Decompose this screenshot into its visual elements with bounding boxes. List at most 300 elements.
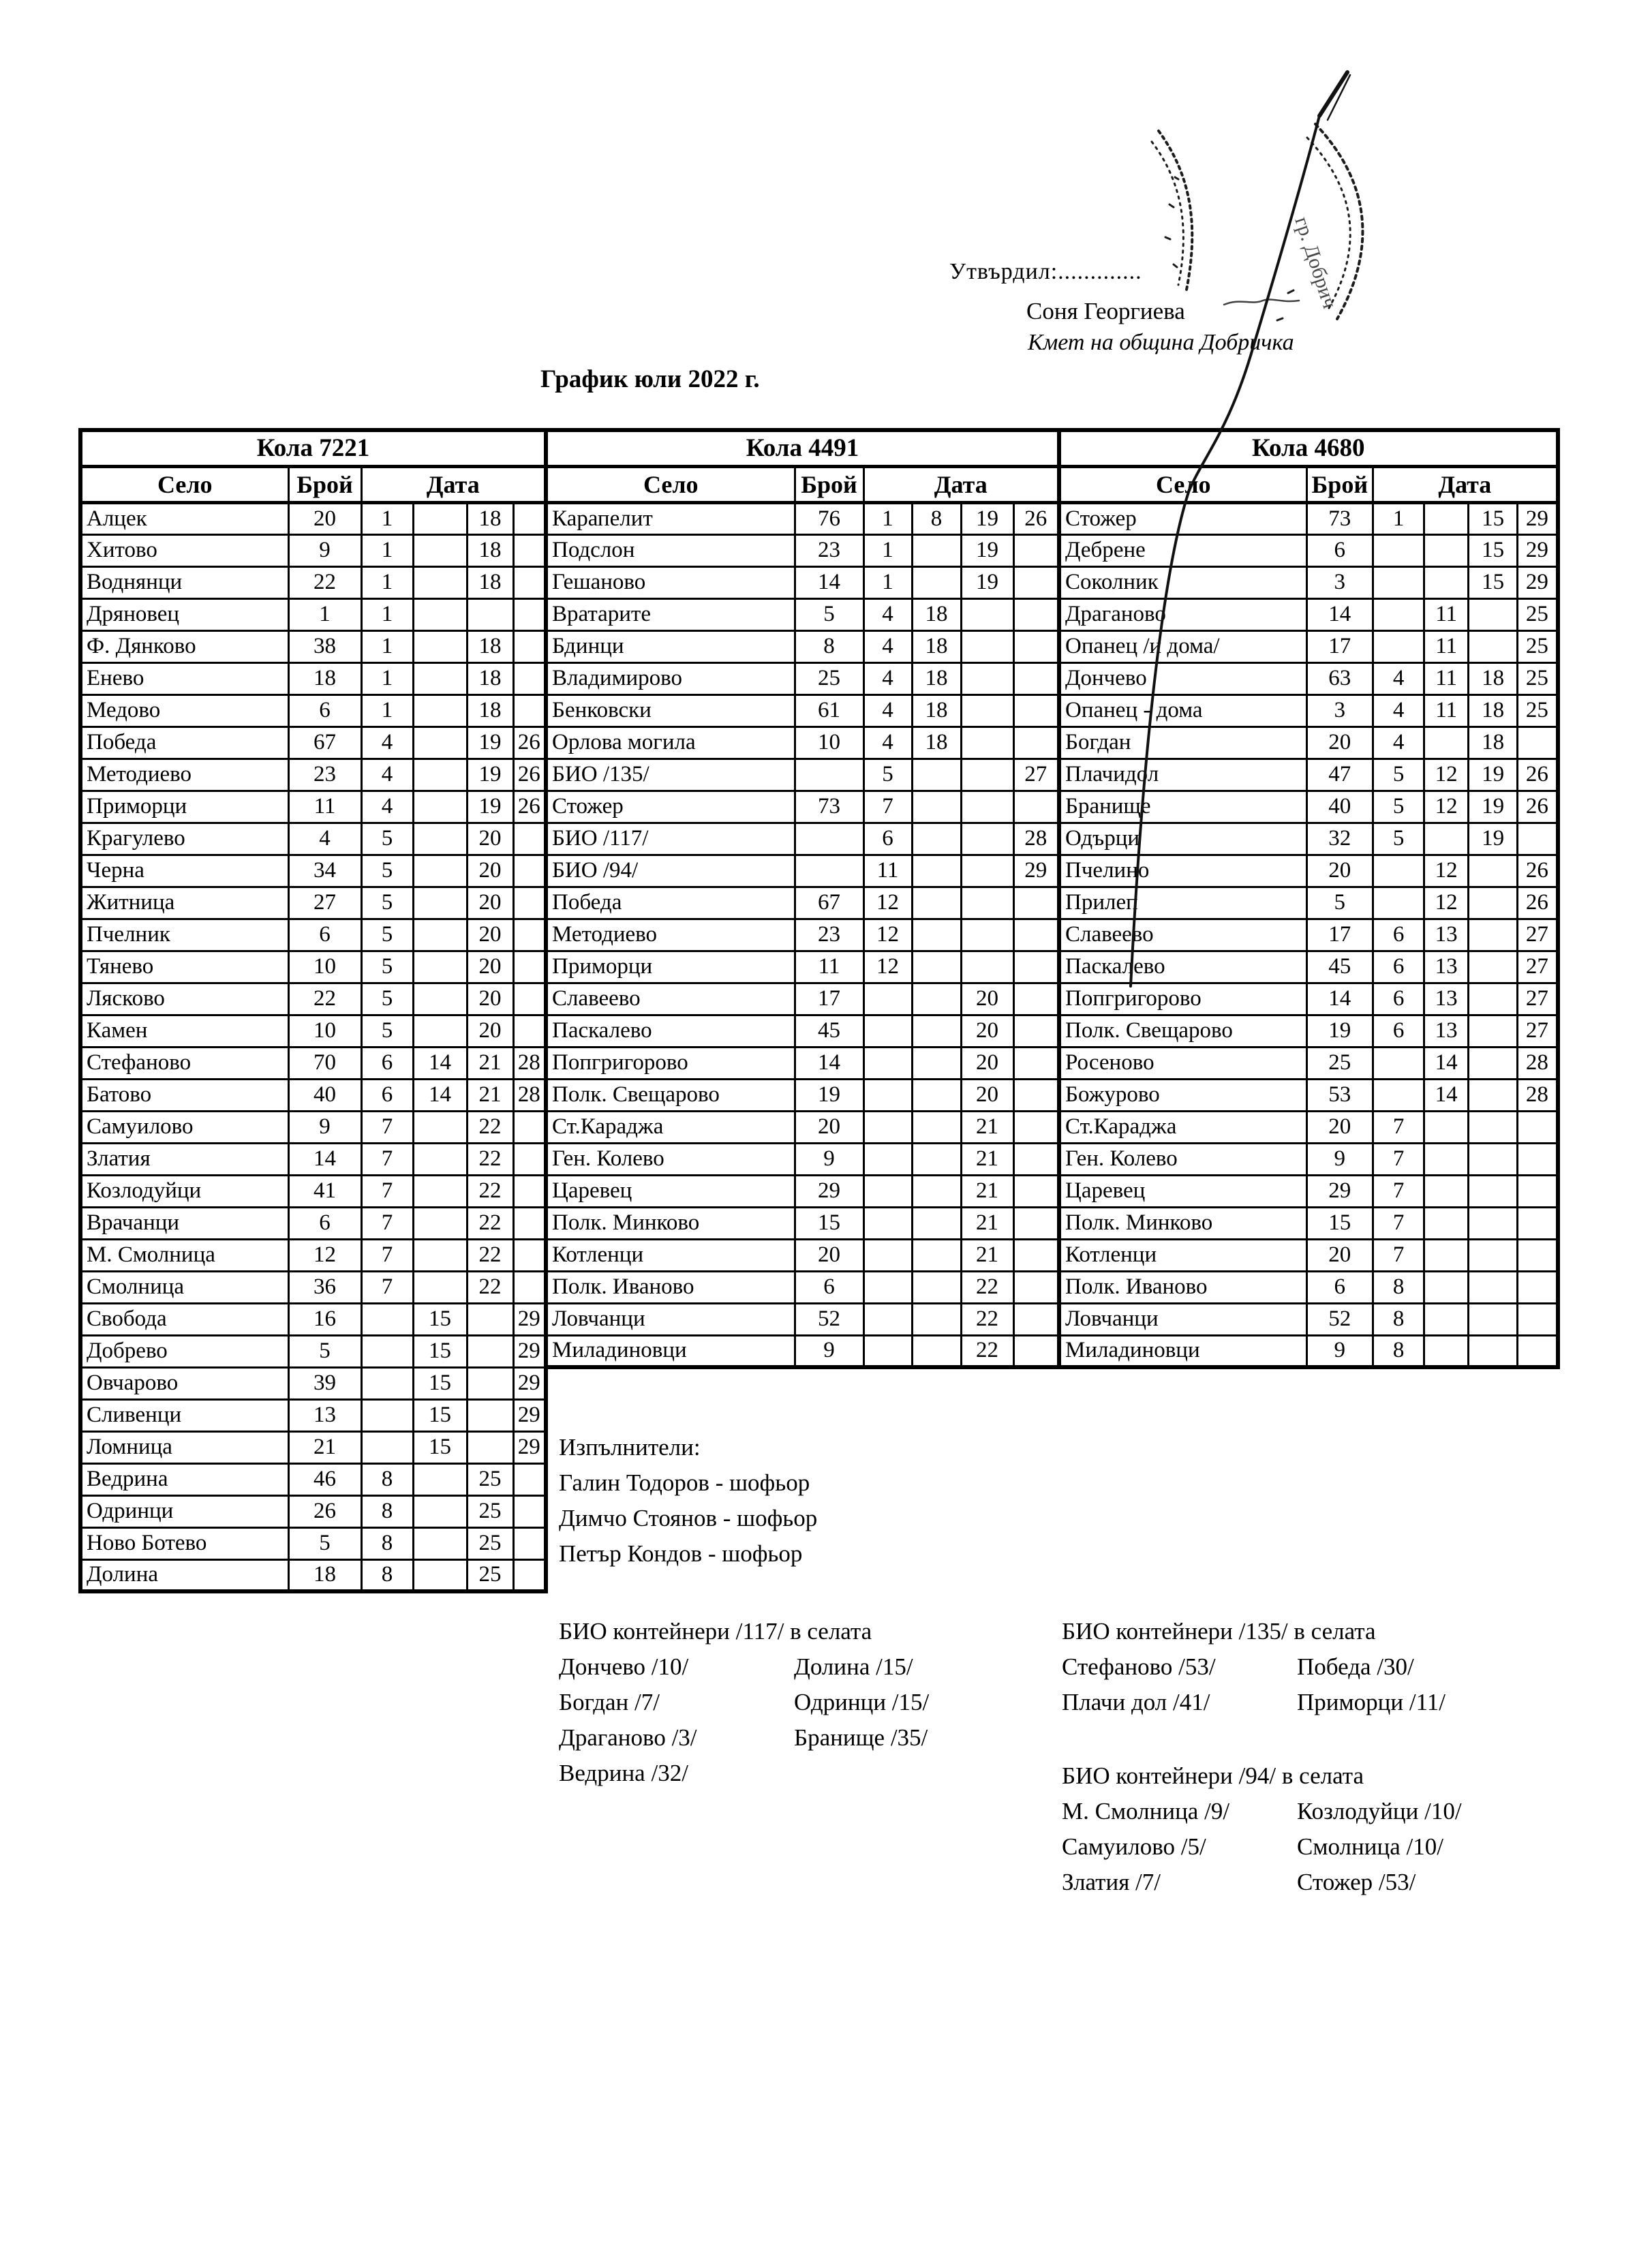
date-cell (513, 694, 546, 727)
date-cell: 7 (361, 1111, 413, 1143)
date-cell: 25 (467, 1495, 513, 1527)
date-cell: 27 (1518, 1015, 1558, 1047)
count-cell: 67 (795, 887, 863, 919)
date-cell (1469, 598, 1518, 630)
date-cell: 12 (863, 951, 912, 983)
table-row (80, 823, 546, 855)
count-cell (795, 823, 863, 855)
date-cell: 7 (361, 1207, 413, 1239)
table-row (80, 1239, 546, 1271)
count-cell: 47 (1306, 759, 1373, 791)
date-cell (1373, 566, 1424, 598)
date-cell (1013, 630, 1059, 662)
stamp-text: гр. Добрич (1290, 213, 1341, 311)
date-cell: 26 (1518, 887, 1558, 919)
date-cell: 8 (361, 1495, 413, 1527)
column-header-village: Село (80, 466, 288, 502)
table-row (546, 951, 1059, 983)
table-row (80, 1495, 546, 1527)
date-cell (513, 1143, 546, 1175)
count-cell: 17 (795, 983, 863, 1015)
village-cell: Дебрене (1059, 534, 1306, 566)
village-cell: Котленци (1059, 1239, 1306, 1271)
date-cell: 29 (513, 1367, 546, 1399)
date-cell (413, 887, 467, 919)
date-cell (413, 598, 467, 630)
date-cell: 18 (467, 534, 513, 566)
date-cell: 19 (1469, 759, 1518, 791)
date-cell: 20 (961, 983, 1013, 1015)
date-cell: 15 (413, 1367, 467, 1399)
count-cell: 9 (1306, 1335, 1373, 1367)
village-cell: Полк. Минково (1059, 1207, 1306, 1239)
count-cell: 40 (288, 1079, 361, 1111)
count-cell: 20 (795, 1239, 863, 1271)
date-cell (961, 951, 1013, 983)
date-cell: 12 (1424, 855, 1469, 887)
date-cell (912, 566, 961, 598)
bio-section-94 (1062, 1758, 1462, 1900)
date-cell: 27 (1518, 919, 1558, 951)
date-cell: 8 (361, 1463, 413, 1495)
date-cell (413, 1527, 467, 1559)
count-cell: 1 (288, 598, 361, 630)
village-cell: М. Смолница (80, 1239, 288, 1271)
date-cell: 8 (1373, 1271, 1424, 1303)
table-row (546, 534, 1059, 566)
date-cell (361, 1399, 413, 1431)
date-cell (912, 887, 961, 919)
bio-section-title: БИО контейнери /94/ в селата (1062, 1762, 1364, 1789)
table-row (546, 983, 1059, 1015)
date-cell: 19 (467, 759, 513, 791)
count-cell: 10 (795, 727, 863, 759)
date-cell: 19 (467, 791, 513, 823)
date-cell: 1 (863, 502, 912, 534)
village-cell: Бранище (1059, 791, 1306, 823)
table-row (80, 1399, 546, 1431)
table-row (80, 919, 546, 951)
table-row (546, 823, 1059, 855)
table-row (1059, 855, 1558, 887)
date-cell (413, 1495, 467, 1527)
date-cell (513, 598, 546, 630)
count-cell: 70 (288, 1047, 361, 1079)
table-row (80, 1463, 546, 1495)
bio-item: Смолница /10/ (1297, 1833, 1443, 1860)
table-row (546, 694, 1059, 727)
date-cell (961, 598, 1013, 630)
date-cell (513, 1111, 546, 1143)
bio-section-117 (559, 1614, 929, 1791)
date-cell (413, 919, 467, 951)
table-row (546, 662, 1059, 694)
date-cell (513, 823, 546, 855)
date-cell: 20 (961, 1015, 1013, 1047)
date-cell: 20 (467, 983, 513, 1015)
count-cell: 38 (288, 630, 361, 662)
date-cell: 18 (912, 694, 961, 727)
bio-section-title: БИО контейнери /117/ в селата (559, 1618, 872, 1645)
table-row (546, 502, 1059, 534)
date-cell: 26 (1013, 502, 1059, 534)
executors-label: Изпълнители: (559, 1434, 701, 1461)
date-cell: 20 (467, 919, 513, 951)
date-cell (467, 1431, 513, 1463)
count-cell: 11 (795, 951, 863, 983)
date-cell: 7 (1373, 1175, 1424, 1207)
date-cell (361, 1335, 413, 1367)
date-cell: 29 (1013, 855, 1059, 887)
date-cell (513, 983, 546, 1015)
date-cell (1424, 1303, 1469, 1335)
date-cell: 20 (467, 855, 513, 887)
date-cell: 8 (1373, 1335, 1424, 1367)
table-row (80, 1143, 546, 1175)
column-header-count: Брой (288, 466, 361, 502)
date-cell: 22 (467, 1271, 513, 1303)
date-cell: 7 (361, 1143, 413, 1175)
date-cell (1424, 1207, 1469, 1239)
date-cell: 29 (513, 1431, 546, 1463)
date-cell: 7 (1373, 1111, 1424, 1143)
date-cell: 6 (1373, 951, 1424, 983)
date-cell (467, 1335, 513, 1367)
count-cell: 39 (288, 1367, 361, 1399)
date-cell: 29 (1518, 502, 1558, 534)
date-cell (413, 1015, 467, 1047)
table-row (80, 1367, 546, 1399)
date-cell: 13 (1424, 1015, 1469, 1047)
column-header-date: Дата (361, 466, 546, 502)
date-cell: 4 (863, 598, 912, 630)
table-row (546, 630, 1059, 662)
date-cell (513, 534, 546, 566)
date-cell: 18 (467, 694, 513, 727)
approver-title: Кмет на община Добричка (1028, 330, 1294, 355)
date-cell: 1 (361, 694, 413, 727)
date-cell (1469, 983, 1518, 1015)
date-cell: 4 (1373, 727, 1424, 759)
table-row (1059, 534, 1558, 566)
date-cell (513, 1207, 546, 1239)
date-cell (1469, 1047, 1518, 1079)
village-cell: Ф. Дянково (80, 630, 288, 662)
bio-section-rows (1062, 1794, 1462, 1900)
table-row (1059, 823, 1558, 855)
village-cell: Тянево (80, 951, 288, 983)
village-cell: БИО /135/ (546, 759, 795, 791)
table-row (1059, 1239, 1558, 1271)
count-cell: 18 (288, 1559, 361, 1591)
table-row (1059, 951, 1558, 983)
village-cell: Котленци (546, 1239, 795, 1271)
date-cell (513, 630, 546, 662)
date-cell (961, 759, 1013, 791)
village-cell: Божурово (1059, 1079, 1306, 1111)
date-cell (513, 1463, 546, 1495)
date-cell: 27 (1518, 951, 1558, 983)
date-cell: 5 (361, 919, 413, 951)
date-cell: 19 (467, 727, 513, 759)
date-cell (1424, 1271, 1469, 1303)
bio-item: Бранище /35/ (794, 1724, 928, 1751)
date-cell (1424, 727, 1469, 759)
date-cell: 18 (912, 630, 961, 662)
count-cell: 52 (795, 1303, 863, 1335)
date-cell (863, 1175, 912, 1207)
date-cell: 28 (1518, 1047, 1558, 1079)
table-row (546, 1239, 1059, 1271)
table-row (546, 566, 1059, 598)
count-cell: 27 (288, 887, 361, 919)
date-cell (1518, 1271, 1558, 1303)
date-cell (961, 823, 1013, 855)
table-row (546, 1303, 1059, 1335)
table-row (80, 662, 546, 694)
village-cell: Стожер (546, 791, 795, 823)
date-cell (1518, 1143, 1558, 1175)
count-cell: 12 (288, 1239, 361, 1271)
date-cell: 18 (1469, 727, 1518, 759)
date-cell: 4 (361, 727, 413, 759)
date-cell: 19 (961, 534, 1013, 566)
date-cell: 22 (467, 1207, 513, 1239)
date-cell (1469, 887, 1518, 919)
date-cell: 20 (467, 887, 513, 919)
bio-row (1062, 1865, 1462, 1900)
date-cell: 8 (361, 1559, 413, 1591)
date-cell: 11 (1424, 662, 1469, 694)
count-cell: 5 (288, 1335, 361, 1367)
date-cell (467, 598, 513, 630)
column-header-village: Село (546, 466, 795, 502)
executors-block (559, 1430, 817, 1572)
date-cell (1518, 1239, 1558, 1271)
table-row (1059, 887, 1558, 919)
date-cell (1518, 1207, 1558, 1239)
count-cell: 26 (288, 1495, 361, 1527)
date-cell (413, 983, 467, 1015)
date-cell: 13 (1424, 919, 1469, 951)
village-cell: Подслон (546, 534, 795, 566)
date-cell: 15 (413, 1399, 467, 1431)
date-cell (1469, 1015, 1518, 1047)
bio-item: М. Смолница /9/ (1062, 1798, 1230, 1824)
count-cell: 13 (288, 1399, 361, 1431)
count-cell: 73 (1306, 502, 1373, 534)
date-cell (1013, 1207, 1059, 1239)
date-cell (467, 1399, 513, 1431)
date-cell (912, 1143, 961, 1175)
table-row (1059, 919, 1558, 951)
table-row (80, 1079, 546, 1111)
date-cell (863, 1079, 912, 1111)
date-cell: 15 (413, 1303, 467, 1335)
count-cell: 20 (1306, 855, 1373, 887)
date-cell: 18 (467, 630, 513, 662)
date-cell: 26 (513, 759, 546, 791)
bio-item: Стефаново /53/ (1062, 1653, 1216, 1680)
count-cell: 9 (288, 534, 361, 566)
date-cell: 4 (863, 662, 912, 694)
table-row (80, 1111, 546, 1143)
date-cell: 26 (1518, 759, 1558, 791)
table-row (80, 1431, 546, 1463)
date-cell (467, 1303, 513, 1335)
date-cell (1469, 1079, 1518, 1111)
date-cell: 21 (467, 1079, 513, 1111)
date-cell: 7 (1373, 1207, 1424, 1239)
village-cell: Ген. Колево (546, 1143, 795, 1175)
date-cell (961, 630, 1013, 662)
date-cell: 28 (513, 1047, 546, 1079)
date-cell: 18 (912, 598, 961, 630)
table-row (80, 1047, 546, 1079)
date-cell: 21 (961, 1175, 1013, 1207)
village-cell: Долина (80, 1559, 288, 1591)
date-cell: 6 (1373, 1015, 1424, 1047)
table-row (1059, 662, 1558, 694)
count-cell: 45 (1306, 951, 1373, 983)
bio-item: Долина /15/ (794, 1653, 913, 1680)
date-cell (961, 887, 1013, 919)
date-cell (1013, 662, 1059, 694)
count-cell: 6 (288, 694, 361, 727)
count-cell: 29 (1306, 1175, 1373, 1207)
date-cell (1518, 1111, 1558, 1143)
village-cell: Полк. Свещарово (546, 1079, 795, 1111)
date-cell: 25 (467, 1559, 513, 1591)
table-row (80, 791, 546, 823)
table-row (1059, 759, 1558, 791)
date-cell (1013, 1303, 1059, 1335)
village-cell: Одринци (80, 1495, 288, 1527)
count-cell: 53 (1306, 1079, 1373, 1111)
count-cell: 3 (1306, 694, 1373, 727)
date-cell: 28 (513, 1079, 546, 1111)
table-row (1059, 1079, 1558, 1111)
count-cell: 15 (1306, 1207, 1373, 1239)
village-cell: Гешаново (546, 566, 795, 598)
table-row (80, 630, 546, 662)
table-row (546, 727, 1059, 759)
bio-item: Дончево /10/ (559, 1653, 689, 1680)
count-cell: 20 (288, 502, 361, 534)
date-cell (912, 983, 961, 1015)
table-row (1059, 502, 1558, 534)
village-cell: Драганово (1059, 598, 1306, 630)
date-cell (1469, 1175, 1518, 1207)
village-cell: Стожер (1059, 502, 1306, 534)
village-cell: Дончево (1059, 662, 1306, 694)
table-row (1059, 1015, 1558, 1047)
table-row (546, 1207, 1059, 1239)
count-cell: 11 (288, 791, 361, 823)
count-cell: 14 (288, 1143, 361, 1175)
table-row (80, 1335, 546, 1367)
bio-item: Стожер /53/ (1297, 1869, 1416, 1895)
date-cell (413, 534, 467, 566)
village-cell: Паскалево (1059, 951, 1306, 983)
table-row (80, 951, 546, 983)
bio-section-rows (1062, 1649, 1446, 1720)
village-cell: Житница (80, 887, 288, 919)
date-cell (1373, 630, 1424, 662)
table-row (80, 1303, 546, 1335)
date-cell: 22 (467, 1175, 513, 1207)
count-cell: 14 (1306, 983, 1373, 1015)
village-cell: Бдинци (546, 630, 795, 662)
date-cell (1013, 1143, 1059, 1175)
village-cell: Полк. Иваново (1059, 1271, 1306, 1303)
village-cell: Царевец (546, 1175, 795, 1207)
village-cell: Ст.Караджа (1059, 1111, 1306, 1143)
table-row (80, 855, 546, 887)
date-cell (1373, 887, 1424, 919)
date-cell (413, 502, 467, 534)
count-cell (795, 759, 863, 791)
date-cell (912, 759, 961, 791)
date-cell (513, 1527, 546, 1559)
column-header-count: Брой (1306, 466, 1373, 502)
village-cell: Приморци (546, 951, 795, 983)
bio-item: Одринци /15/ (794, 1689, 930, 1715)
count-cell: 6 (1306, 534, 1373, 566)
date-cell (1013, 566, 1059, 598)
date-cell: 26 (1518, 855, 1558, 887)
date-cell: 5 (1373, 791, 1424, 823)
date-cell (1013, 951, 1059, 983)
date-cell (1469, 855, 1518, 887)
village-cell: Приморци (80, 791, 288, 823)
date-cell (912, 791, 961, 823)
table-row (1059, 983, 1558, 1015)
table-row (546, 1175, 1059, 1207)
date-cell: 14 (413, 1079, 467, 1111)
village-cell: Опанец - дома (1059, 694, 1306, 727)
village-cell: Плачидол (1059, 759, 1306, 791)
village-cell: Карапелит (546, 502, 795, 534)
bio-row (559, 1685, 929, 1720)
date-cell: 18 (912, 727, 961, 759)
date-cell (912, 1015, 961, 1047)
village-cell: Славеево (1059, 919, 1306, 951)
village-cell: Ген. Колево (1059, 1143, 1306, 1175)
date-cell: 22 (961, 1303, 1013, 1335)
date-cell: 25 (1518, 662, 1558, 694)
date-cell (863, 1303, 912, 1335)
date-cell: 8 (361, 1527, 413, 1559)
date-cell (413, 759, 467, 791)
date-cell (413, 1239, 467, 1271)
table-row (546, 1143, 1059, 1175)
date-cell (1013, 534, 1059, 566)
table-row (1059, 1335, 1558, 1367)
date-cell (1469, 1239, 1518, 1271)
date-cell: 26 (513, 791, 546, 823)
date-cell: 13 (1424, 951, 1469, 983)
village-cell: Хитово (80, 534, 288, 566)
table-row (546, 791, 1059, 823)
count-cell: 8 (795, 630, 863, 662)
count-cell: 6 (288, 919, 361, 951)
count-cell: 73 (795, 791, 863, 823)
date-cell: 25 (467, 1463, 513, 1495)
date-cell (1424, 502, 1469, 534)
date-cell (961, 694, 1013, 727)
bio-item: Приморци /11/ (1297, 1689, 1446, 1715)
